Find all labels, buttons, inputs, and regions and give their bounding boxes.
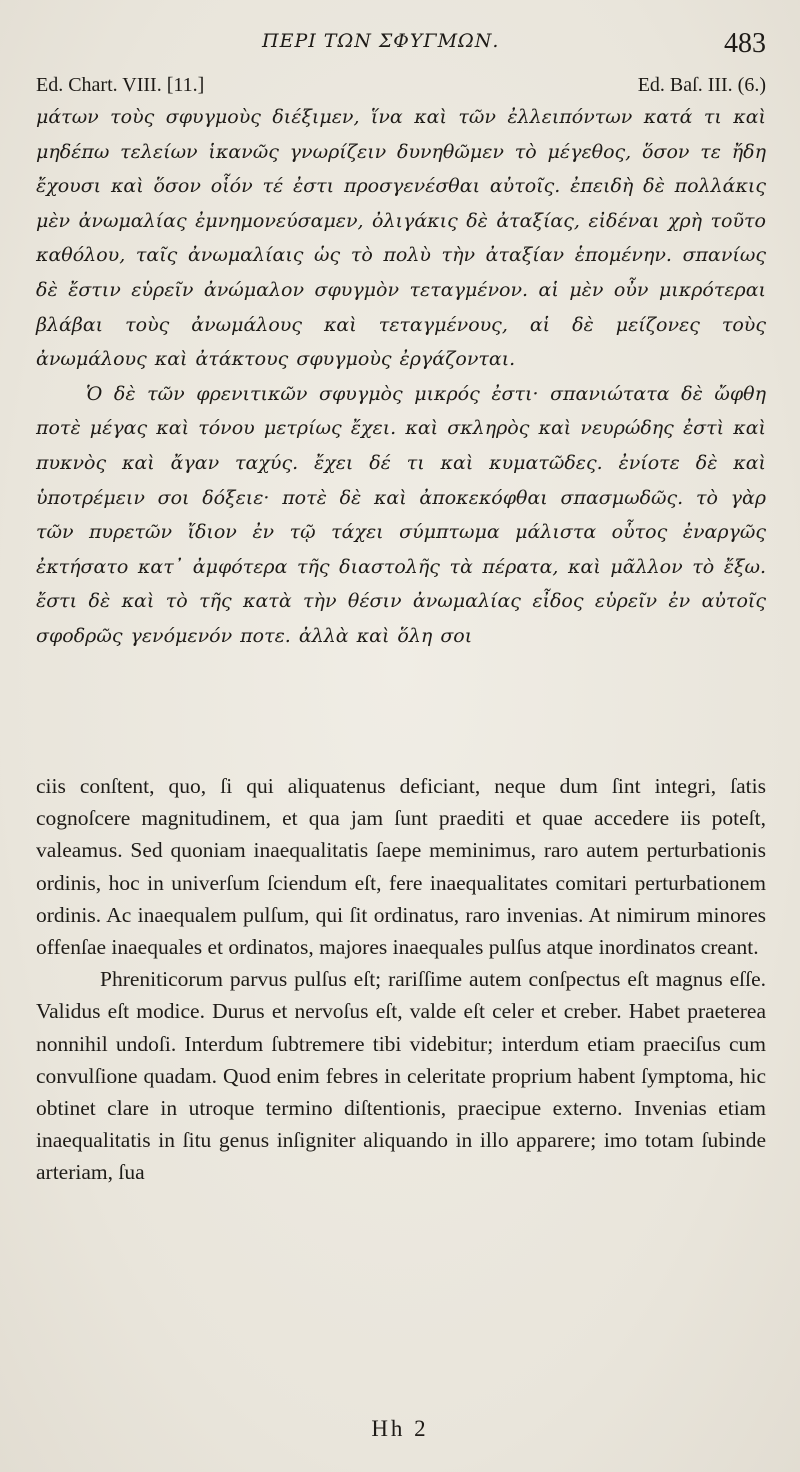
edition-reference-basel: Ed. Baſ. III. (6.) bbox=[637, 74, 766, 96]
latin-text bbox=[36, 770, 766, 1189]
running-title: ΠΕΡΙ ΤΩΝ ΣΦΥΓΜΩΝ. bbox=[262, 30, 500, 52]
latin-paragraph: ciis conſtent, quo, ſi qui aliquatenus deficiant, neque dum ſint integri, ſatis cognoſcere magnitudinem, et qua jam ſunt praediti et quae accedere iis poteſt, valeamus. Sed quoniam inaequalitatis ſaepe meminimus, raro autem perturbationis ordinis, hoc in univerſum ſciendum eſt, fere inaequalitates comitari perturbationem ordinis. Ac inaequalem pulſum, qui ſit ordinatus, raro invenias. At nimirum minores offenſae inaequales et ordinatos, majores inaequales pulſus atque inordinatos creant. bbox=[36, 774, 766, 960]
edition-reference-chartier: Ed. Chart. VIII. [11.] bbox=[36, 74, 205, 96]
greek-text bbox=[36, 100, 766, 654]
running-head bbox=[0, 28, 800, 64]
page-number: 483 bbox=[724, 28, 766, 59]
edition-references bbox=[36, 74, 766, 102]
latin-paragraph: Phreniticorum parvus pulſus eſt; rariſſime autem conſpectus eſt magnus eſſe. Validus eſt modice. Durus et nervoſus eſt, valde eſt celer et creber. Habet praeterea nonnihil undoſi. Interdum ſubtremere tibi videbitur; interdum etiam praeciſus cum convulſione quadam. Quod enim febres in celeritate proprium habent ſymptoma, hic obtinet clare in utroque termino diſtentionis, praecipue externo. Invenias etiam inaequalitatis in ſitu genus inſigniter aliquando in illo apparere; imo totam ſubinde arteriam, ſua bbox=[36, 967, 766, 1185]
signature-mark: Hh 2 bbox=[371, 1416, 429, 1441]
greek-paragraph: μάτων τοὺς σφυγμοὺς διέξιμεν, ἵνα καὶ τῶν ἐλλειπόντων κατά τι καὶ μηδέπω τελείων ἱκανῶς γνωρίζειν δυνηθῶμεν τὸ μέγεθος, ὅσον τε ἤδη ἔχουσι καὶ ὅσον οἷόν τέ ἐστι προσγενέσθαι αὐτοῖς. ἐπειδὴ δὲ πολλάκις μὲν ἀνωμαλίας ἐμνημονεύσαμεν, ὀλιγάκις δὲ ἀταξίας, εἰδέναι χρὴ τοῦτο καθόλου, ταῖς ἀνωμαλίαις ὡς τὸ πολὺ τὴν ἀταξίαν ἑπομένην. σπανίως δὲ ἔστιν εὑρεῖν ἀνώμαλον σφυγμὸν τεταγμένον. αἱ μὲν οὖν μικρότεραι βλάβαι τοὺς ἀνωμάλους καὶ τεταγμένους, αἱ δὲ μείζονες τοὺς ἀνωμάλους καὶ ἀτάκτους σφυγμοὺς ἐργάζονται. bbox=[36, 106, 766, 371]
greek-paragraph: Ὁ δὲ τῶν φρενιτικῶν σφυγμὸς μικρός ἐστι· σπανιώτατα δὲ ὤφθη ποτὲ μέγας καὶ τόνου μετρίως ἔχει. καὶ σκληρὸς καὶ νευρώδης ἐστὶ καὶ πυκνὸς καὶ ἄγαν ταχύς. ἔχει δέ τι καὶ κυματῶδες. ἐνίοτε δὲ καὶ ὑποτρέμειν σοι δόξειε· ποτὲ δὲ καὶ ἀποκεκόφθαι σπασμωδῶς. τὸ γὰρ τῶν πυρετῶν ἴδιον ἐν τῷ τάχει σύμπτωμα μάλιστα οὗτος ἐναργῶς ἐκτήσατο κατ᾽ ἀμφότερα τῆς διαστολῆς τὰ πέρατα, καὶ μᾶλλον τὸ ἔξω. ἔστι δὲ καὶ τὸ τῆς κατὰ τὴν θέσιν ἀνωμαλίας εἶδος εὑρεῖν ἐν αὐτοῖς σφοδρῶς γενόμενόν ποτε. ἀλλὰ καὶ ὅλη σοι bbox=[36, 382, 766, 647]
